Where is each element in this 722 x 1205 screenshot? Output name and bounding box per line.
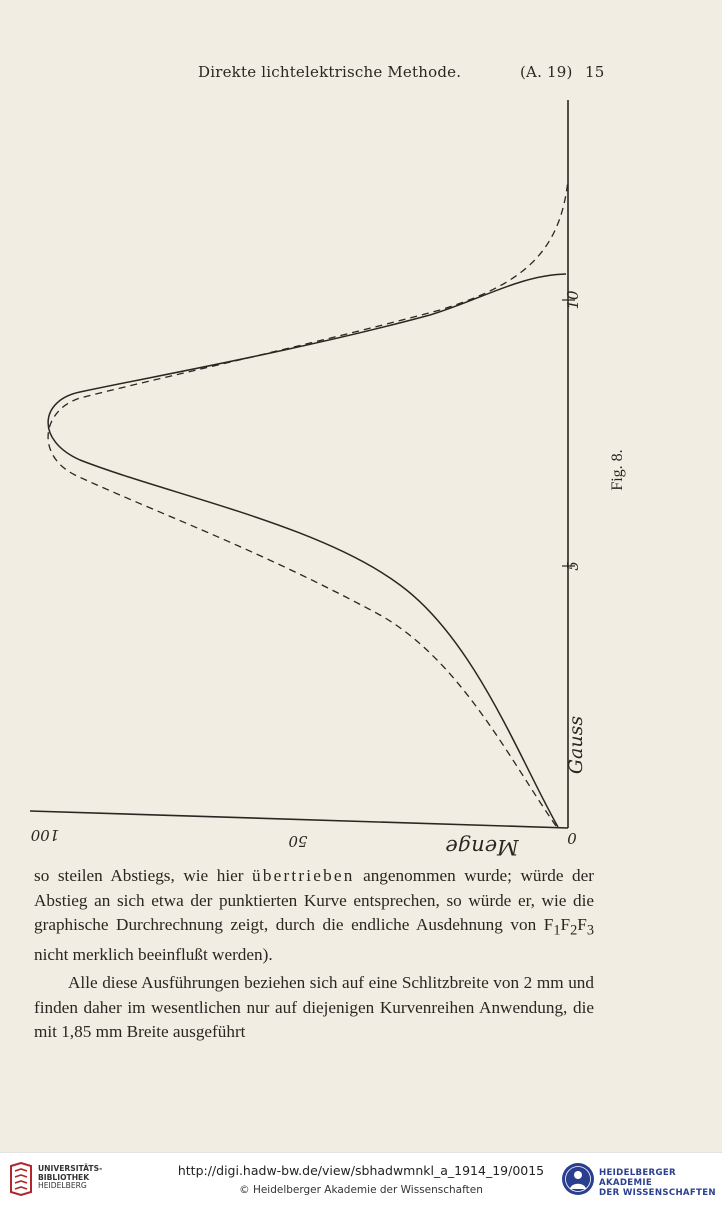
page-number: 15 (585, 63, 605, 81)
academy-name: HEIDELBERGER AKADEMIE DER WISSENSCHAFTEN (599, 1168, 716, 1198)
running-title: Direkte lichtelektrische Methode. (198, 63, 462, 81)
solid-curve (48, 274, 566, 827)
running-header (0, 63, 722, 87)
y-tick-label-10: 10 (564, 290, 582, 310)
emphasis-spaced: übertrieben (252, 866, 355, 885)
viewer-footer (0, 1152, 722, 1205)
university-library-name: UNIVERSITÄTS- BIBLIOTHEK HEIDELBERG (38, 1164, 103, 1191)
figure-8 (0, 90, 722, 860)
copyright-notice: © Heidelberger Akademie der Wissenschaften (239, 1184, 483, 1196)
dashed-curve (48, 180, 568, 826)
paragraph-2: Alle diese Ausführungen beziehen sich auf eine Schlitzbreite von 2 mm und finden daher im wesentlichen nur auf diejenigen Kurvenreihen Anwendung, die mit 1,85 mm Breite ausgeführt (34, 973, 594, 1042)
body-text (34, 864, 594, 1045)
x-tick-label-0: 0 (567, 829, 577, 847)
y-tick-label-5: 5 (564, 561, 582, 571)
horizontal-axis (30, 811, 568, 828)
y-axis-label: Gauss (565, 715, 587, 775)
permalink-link[interactable]: http://digi.hadw-bw.de/view/sbhadwmnkl_a_1914_19/0015 (177, 1163, 545, 1178)
section-number: (A. 19) (520, 63, 573, 81)
x-tick-label-50: 50 (288, 832, 308, 850)
figure-caption: Fig. 8. (609, 449, 626, 491)
x-axis-label: Menge (445, 835, 519, 859)
paragraph-1: so steilen Abstiegs, wie hier übertrieben angenommen wurde; würde der Abstieg an sich etwa der punktierten Kurve entsprechen, so würde er, wie die graphische Durchrechnung zeigt, durch die endliche Ausdehnung von $F_1F_2F_3$ nicht merklich beeinflußt werden). (34, 866, 594, 964)
x-tick-label-100: 100 (30, 826, 60, 844)
academy-seal-icon (560, 1160, 596, 1198)
